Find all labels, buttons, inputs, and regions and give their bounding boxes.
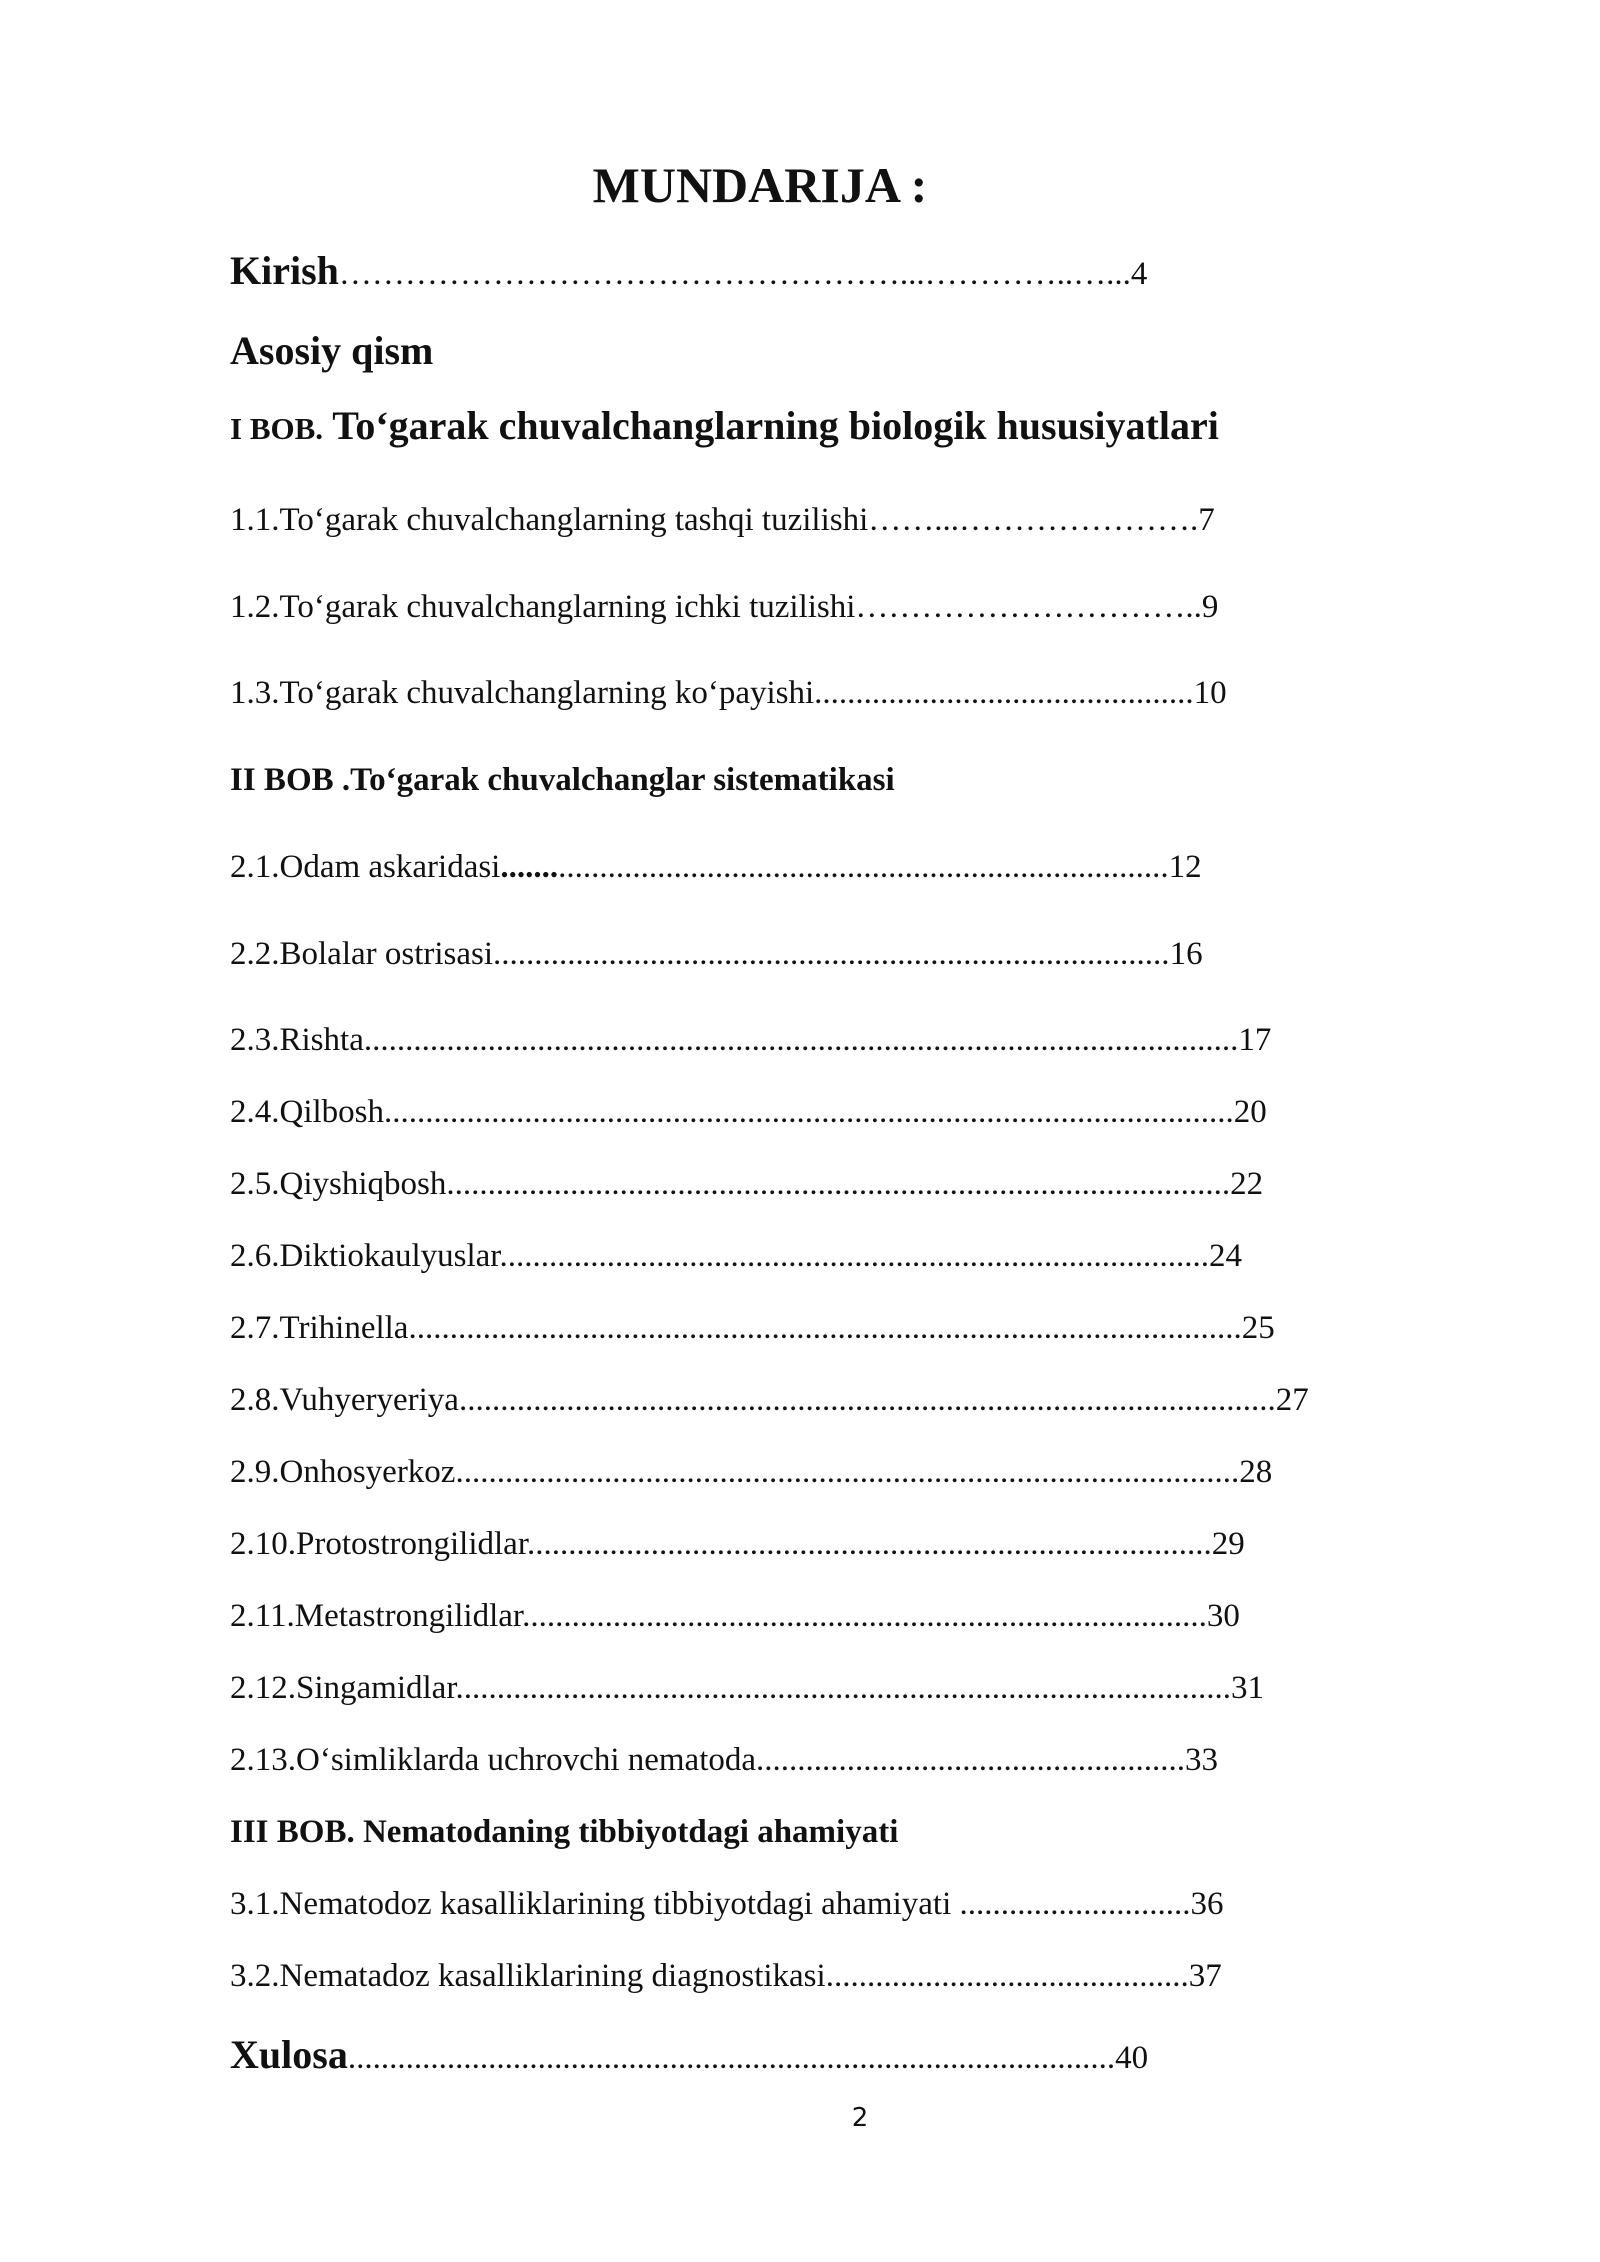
toc-entry-text: 2.12.Singamidlar.............................................................................................. (230, 1670, 1231, 1706)
chapter-heading-2: II BOB .To‘garak chuvalchanglar sistematikasi (230, 762, 895, 798)
toc-entry-text: 1.2.To‘garak chuvalchanglarning ichki tuzilishi………………………….. (230, 589, 1202, 625)
toc-page-number: 16 (1169, 936, 1203, 972)
toc-entry-text: 2.7.Trihinella..................................................................................................... (230, 1310, 1242, 1346)
toc-entry-1-3 (230, 670, 1227, 716)
toc-entry-text: 2.13.O‘simliklarda uchrovchi nematoda.................................................... (230, 1742, 1186, 1778)
toc-leader: ............................................................................................. (347, 2040, 1116, 2076)
toc-leader-bold: ....... (500, 849, 559, 885)
toc-entry-text: 3.1.Nematodoz kasalliklarining tibbiyotdagi ahamiyati ............................ (230, 1886, 1191, 1922)
chapter-prefix: I BOB. (230, 411, 324, 446)
toc-entry-text: 2.8.Vuhyeryeriya................................................................................................... (230, 1382, 1276, 1418)
toc-page-number: 28 (1239, 1454, 1273, 1490)
toc-page-number: 27 (1275, 1382, 1309, 1418)
toc-entry-2-12 (230, 1665, 1264, 1711)
toc-page-number: 22 (1230, 1166, 1264, 1202)
toc-entry-1-1 (230, 497, 1215, 543)
toc-entry-text: 2.9.Onhosyerkoz............................................................................................... (230, 1454, 1240, 1490)
toc-entry-2-1 (230, 844, 1202, 890)
toc-entry-2-10 (230, 1521, 1245, 1567)
toc-label: Kirish (230, 248, 339, 293)
toc-entry-text: 1.3.To‘garak chuvalchanglarning ko‘payishi.............................................. (230, 675, 1194, 711)
toc-leader: .......................................................................... (558, 849, 1169, 885)
toc-entry-text: 2.11.Metastrongilidlar................................................................................... (230, 1598, 1207, 1634)
toc-page-number: 33 (1185, 1742, 1219, 1778)
toc-entry-text: 2.4.Qilbosh....................................................................................................... (230, 1094, 1234, 1130)
toc-entry-2-8 (230, 1377, 1309, 1423)
toc-entry-3-2 (230, 1953, 1222, 1999)
toc-entry-text: 2.5.Qiyshiqbosh............................................................................................... (230, 1166, 1231, 1202)
toc-entry-text: 2.1.Odam askaridasi (230, 849, 501, 885)
toc-entry-2-2 (230, 931, 1203, 977)
toc-entry-xulosa (230, 2027, 1148, 2086)
toc-page-number: 12 (1168, 849, 1202, 885)
toc-label: Xulosa (230, 2032, 348, 2077)
toc-page-number: 25 (1241, 1310, 1275, 1346)
toc-entry-2-3 (230, 1017, 1271, 1063)
toc-entry-2-6 (230, 1233, 1242, 1279)
toc-leader: ……………………………………………...…………..…... (338, 256, 1131, 292)
toc-entry-text: 2.3.Rishta.......................................................................................................... (230, 1022, 1239, 1058)
toc-page-number: 31 (1231, 1670, 1264, 1706)
chapter-heading-3: III BOB. Nematodaning tibbiyotdagi ahamiyati (230, 1814, 899, 1850)
toc-entry-2-11 (230, 1593, 1240, 1639)
toc-page-number: 36 (1190, 1886, 1224, 1922)
toc-page-number: 10 (1193, 675, 1227, 711)
toc-entry-3-1 (230, 1881, 1224, 1927)
toc-page-number: 4 (1130, 256, 1148, 292)
chapter-heading-1 (230, 403, 1219, 452)
toc-entry-text: 1.1.To‘garak chuvalchanglarning tashqi tuzilishi……...………………… (230, 502, 1191, 538)
toc-entry-2-13 (230, 1737, 1218, 1783)
toc-entry-1-2 (230, 584, 1218, 630)
toc-page-number: 37 (1188, 1958, 1222, 1994)
page-title: MUNDARIJA : (592, 157, 928, 213)
toc-entry-2-4 (230, 1089, 1267, 1135)
toc-entry-kirish (230, 243, 1147, 302)
toc-page-number: 29 (1211, 1526, 1245, 1562)
toc-entry-2-9 (230, 1449, 1272, 1495)
toc-entry-text: 3.2.Nematadoz kasalliklarining diagnostikasi............................................ (230, 1958, 1189, 1994)
toc-page-number: .7 (1190, 502, 1215, 538)
toc-page-number: 20 (1233, 1094, 1267, 1130)
toc-entry-text: 2.10.Protostrongilidlar................................................................................... (230, 1526, 1212, 1562)
toc-entry-2-7 (230, 1305, 1275, 1351)
toc-page-number: 30 (1206, 1598, 1240, 1634)
toc-entry-text: 2.2.Bolalar ostrisasi.................................................................................. (230, 936, 1170, 972)
chapter-title: To‘garak chuvalchanglarning biologik hususiyatlari (323, 403, 1219, 448)
page-number: 2 (851, 2103, 869, 2133)
toc-entry-text: 2.6.Diktiokaulyuslar...................................................................................... (230, 1238, 1209, 1274)
section-heading-asosiy-qism: Asosiy qism (230, 328, 434, 373)
toc-page-number: 24 (1208, 1238, 1242, 1274)
toc-entry-2-5 (230, 1161, 1263, 1207)
toc-page-number: 17 (1238, 1022, 1272, 1058)
toc-page-number: 9 (1201, 589, 1219, 625)
toc-page-number: 40 (1115, 2040, 1149, 2076)
